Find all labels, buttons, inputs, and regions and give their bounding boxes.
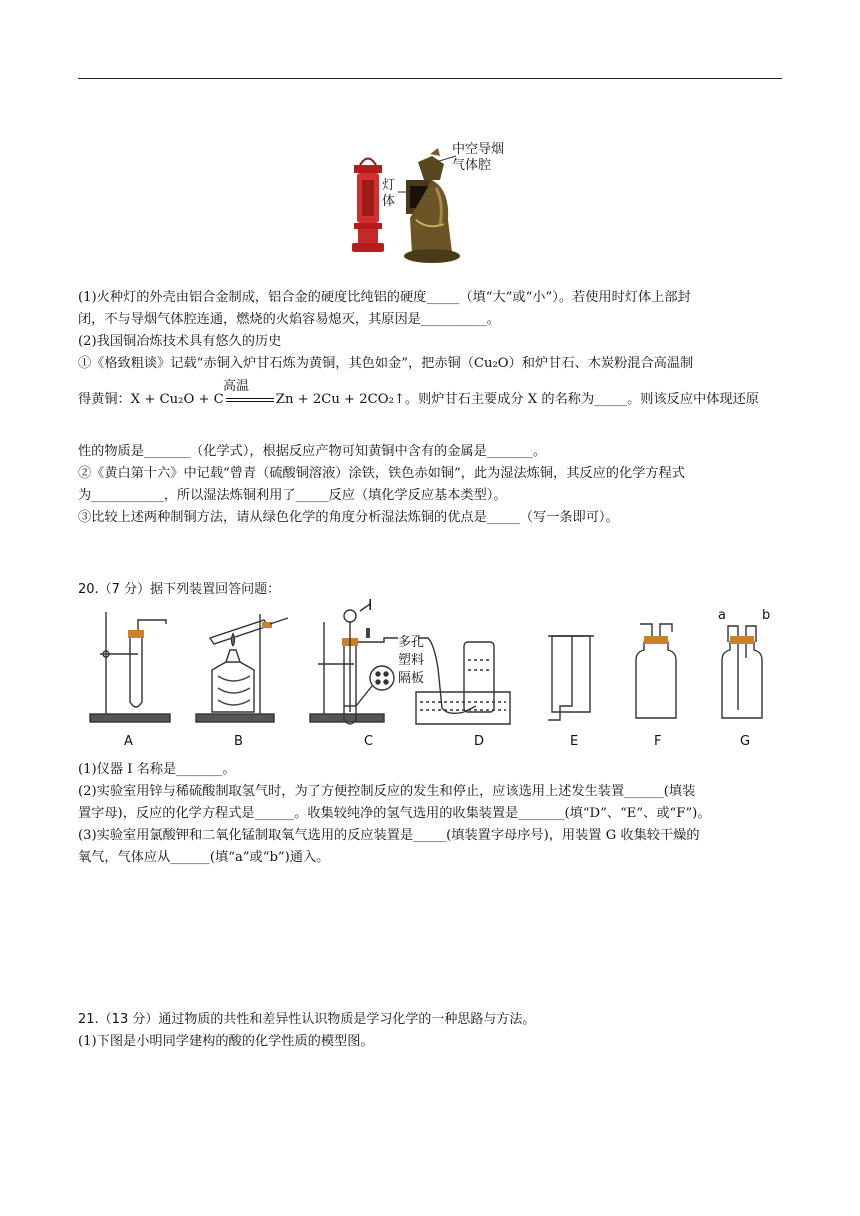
eq-suffix: 。则炉甘石主要成分 X 的名称为_____。则该反应中体现还原 bbox=[404, 392, 759, 407]
label-apparatus-b: B bbox=[234, 734, 243, 749]
label-porous-plate bbox=[398, 634, 424, 688]
q21-p1: (1)下图是小明同学建构的酸的化学性质的模型图。 bbox=[78, 1034, 374, 1049]
label-apparatus-d: D bbox=[474, 734, 485, 749]
q20-heading: 20.（7 分）据下列装置回答问题： bbox=[78, 582, 281, 597]
label-instrument-i: I bbox=[368, 596, 373, 614]
equals-sign bbox=[226, 398, 274, 402]
q20-p3-line2: 氧气，气体应从______(填“a”或“b”)通入。 bbox=[78, 850, 330, 865]
q21-heading: 21.（13 分）通过物质的共性和差异性认识物质是学习化学的一种思路与方法。 bbox=[78, 1012, 536, 1027]
q20-p3-line1: (3)实验室用氯酸钾和二氧化锰制取氧气选用的反应装置是_____(填装置字母序号)，用装置 G 收集较干燥的 bbox=[78, 828, 700, 843]
q19-p2-2-line1: ②《黄白第十六》中记载“曾青（硫酸铜溶液）涂铁，铁色赤如铜”，此为湿法炼铜，其反应的化学方程式 bbox=[78, 466, 685, 481]
label-apparatus-a: A bbox=[124, 734, 133, 749]
label-cavity-line2: 气体腔 bbox=[452, 158, 492, 173]
q20-p1: (1)仪器 I 名称是_______。 bbox=[78, 762, 236, 777]
q19-p2-1-line1: ①《格致粗谈》记载“赤铜入炉甘石炼为黄铜，其色如金”，把赤铜（Cu₂O）和炉甘石、木炭粉混合高温制 bbox=[78, 356, 694, 371]
reaction-condition: 高温 bbox=[223, 379, 250, 394]
label-cavity-line1: 中空导烟 bbox=[452, 142, 505, 157]
lab-apparatus-figure bbox=[78, 596, 782, 752]
apparatus-illustration bbox=[78, 602, 782, 752]
q19-p2-3: ③比较上述两种制铜方法，请从绿色化学的角度分析湿法炼铜的优点是_____（写一条即可）。 bbox=[78, 510, 619, 525]
q19-p1-line1: (1)火种灯的外壳由铝合金制成，铝合金的硬度比纯铝的硬度_____（填“大”或“小”）。若使用时灯体上部封 bbox=[78, 290, 691, 305]
label-body-line1: 灯 bbox=[382, 178, 396, 193]
torch-lantern-figure bbox=[340, 140, 520, 270]
q20-p2-line1: (2)实验室用锌与稀硫酸制取氢气时，为了方便控制反应的发生和停止，应该选用上述发生装置______(填装 bbox=[78, 784, 696, 799]
eq-lhs: X + Cu₂O + C bbox=[130, 392, 224, 407]
label-board-line3: 隔板 bbox=[398, 671, 425, 686]
label-body-line2: 体 bbox=[382, 194, 396, 209]
label-apparatus-c: C bbox=[364, 734, 374, 749]
q19-p2-2-line2: 为___________，所以湿法炼铜利用了_____反应（填化学反应基本类型）。 bbox=[78, 488, 507, 503]
label-board-line2: 塑料 bbox=[398, 653, 425, 668]
label-lamp-body bbox=[382, 178, 395, 210]
label-apparatus-e: E bbox=[570, 734, 579, 749]
label-port-b: b bbox=[762, 608, 771, 623]
chemical-equation-line bbox=[78, 379, 782, 407]
label-port-a: a bbox=[718, 608, 726, 623]
q19-p2-1-line3: 性的物质是_______（化学式），根据反应产物可知黄铜中含有的金属是_______。 bbox=[78, 444, 547, 459]
q20-p2-line2: 置字母)，反应的化学方程式是______。收集较纯净的氢气选用的收集装置是_______(填“D”、“E”、或“F”)。 bbox=[78, 806, 711, 821]
label-board-line1: 多孔 bbox=[398, 635, 425, 650]
q19-p2-title: (2)我国铜冶炼技术具有悠久的历史 bbox=[78, 334, 282, 349]
header-rule bbox=[78, 78, 782, 79]
q19-p1-line2: 闭，不与导烟气体腔连通，燃烧的火焰容易熄灭，其原因是__________。 bbox=[78, 312, 500, 327]
eq-rhs: Zn + 2Cu + 2CO₂↑ bbox=[275, 392, 405, 407]
label-apparatus-g: G bbox=[740, 734, 751, 749]
label-apparatus-f: F bbox=[654, 734, 662, 749]
eq-prefix: 得黄铜： bbox=[78, 392, 131, 407]
label-hollow-cavity bbox=[452, 142, 504, 174]
